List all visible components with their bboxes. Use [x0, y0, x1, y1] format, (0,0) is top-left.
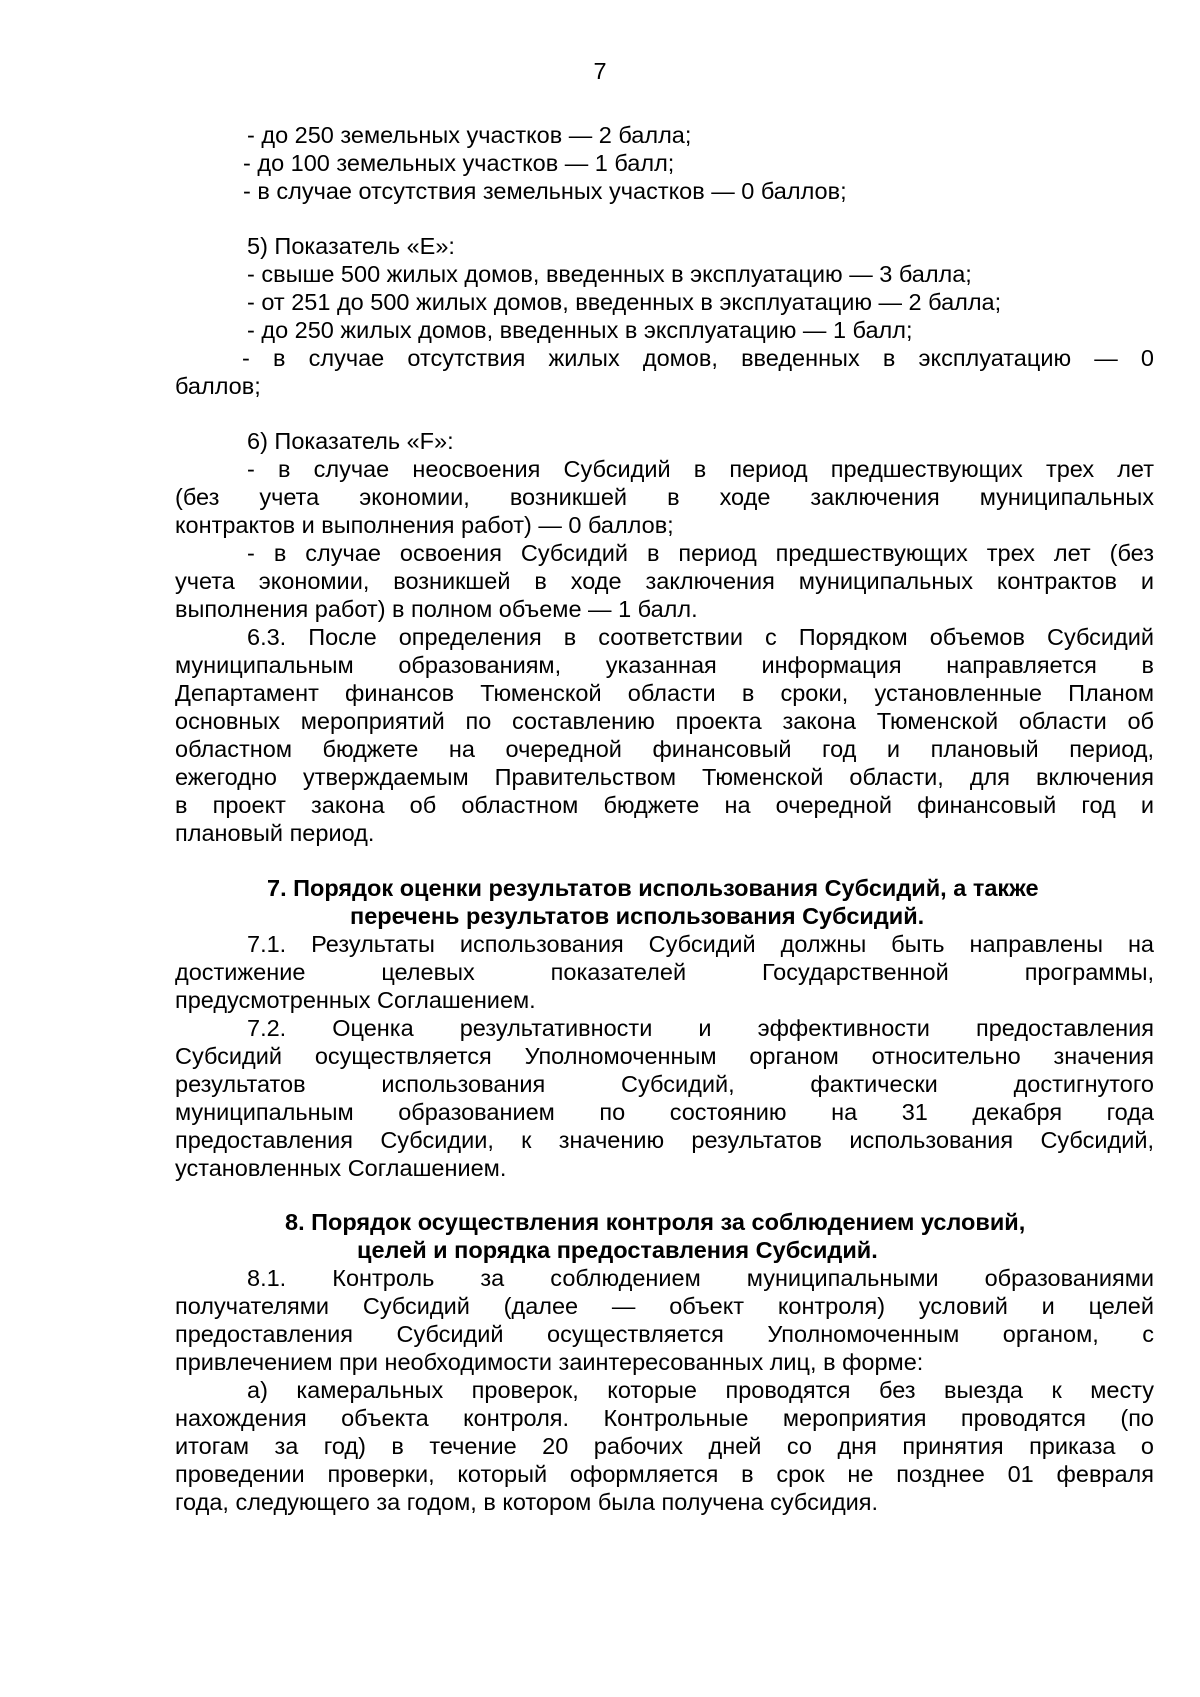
text-line: муниципальным образованием по состоянию на 31 декабря года — [175, 1099, 1154, 1125]
list-item: - в случае неосвоения Субсидий в период предшествующих трех лет — [247, 456, 1154, 482]
text-line: областном бюджете на очередной финансовый год и плановый период, — [175, 736, 1154, 762]
list-item: - в случае отсутствия жилых домов, введенных в эксплуатацию — 0 — [242, 345, 1154, 371]
text-line: выполнения работ) в полном объеме — 1 балл. — [175, 596, 698, 622]
text-line: результатов использования Субсидий, фактически достигнутого — [175, 1071, 1154, 1097]
text-line: (без учета экономии, возникшей в ходе заключения муниципальных — [175, 484, 1154, 510]
paragraph-line: 7.2. Оценка результативности и эффективности предоставления — [247, 1015, 1154, 1041]
text-line: основных мероприятий по составлению проекта закона Тюменской области об — [175, 708, 1154, 734]
text-line: предусмотренных Соглашением. — [175, 987, 536, 1013]
text-line: привлечением при необходимости заинтересованных лиц, в форме: — [175, 1349, 924, 1375]
list-item: - свыше 500 жилых домов, введенных в эксплуатацию — 3 балла; — [247, 261, 972, 287]
text-line: баллов; — [175, 373, 261, 399]
list-heading: 6) Показатель «F»: — [247, 428, 454, 454]
list-item: - в случае освоения Субсидий в период предшествующих трех лет (без — [247, 540, 1154, 566]
text-line: итогам за год) в течение 20 рабочих дней со дня принятия приказа о — [175, 1433, 1154, 1459]
text-line: муниципальным образованиям, указанная информация направляется в — [175, 652, 1154, 678]
text-line: предоставления Субсидий осуществляется Уполномоченным органом, с — [175, 1321, 1154, 1347]
text-line: года, следующего за годом, в котором была получена субсидия. — [175, 1489, 879, 1515]
text-line: достижение целевых показателей Государственной программы, — [175, 959, 1154, 985]
paragraph-line: а) камеральных проверок, которые проводятся без выезда к месту — [247, 1377, 1154, 1403]
text-line: Субсидий осуществляется Уполномоченным органом относительно значения — [175, 1043, 1154, 1069]
list-item: - в случае отсутствия земельных участков — 0 баллов; — [243, 178, 847, 204]
section-heading: перечень результатов использования Субсидий. — [350, 903, 925, 929]
text-line: предоставления Субсидии, к значению результатов использования Субсидий, — [175, 1127, 1154, 1153]
text-line: проведении проверки, который оформляется в срок не позднее 01 февраля — [175, 1461, 1154, 1487]
list-item: - до 250 земельных участков — 2 балла; — [247, 122, 692, 148]
text-line: Департамент финансов Тюменской области в сроки, установленные Планом — [175, 680, 1154, 706]
list-item: - от 251 до 500 жилых домов, введенных в эксплуатацию — 2 балла; — [247, 289, 1002, 315]
list-heading: 5) Показатель «E»: — [247, 233, 455, 259]
list-item: - до 250 жилых домов, введенных в эксплуатацию — 1 балл; — [247, 317, 913, 343]
text-line: нахождения объекта контроля. Контрольные мероприятия проводятся (по — [175, 1405, 1154, 1431]
text-line: установленных Соглашением. — [175, 1155, 507, 1181]
text-line: в проект закона об областном бюджете на очередной финансовый год и — [175, 792, 1154, 818]
paragraph-line: 6.3. После определения в соответствии с Порядком объемов Субсидий — [247, 624, 1154, 650]
section-heading: целей и порядка предоставления Субсидий. — [357, 1237, 878, 1263]
section-heading: 8. Порядок осуществления контроля за соблюдением условий, — [285, 1209, 1026, 1235]
page-number: 7 — [593, 58, 607, 84]
text-line: плановый период. — [175, 820, 375, 846]
section-heading: 7. Порядок оценки результатов использования Субсидий, а также — [267, 875, 1039, 901]
text-line: контрактов и выполнения работ) — 0 баллов; — [175, 512, 674, 538]
text-line: ежегодно утверждаемым Правительством Тюменской области, для включения — [175, 764, 1154, 790]
text-line: учета экономии, возникшей в ходе заключения муниципальных контрактов и — [175, 568, 1154, 594]
paragraph-line: 7.1. Результаты использования Субсидий должны быть направлены на — [247, 931, 1154, 957]
text-line: получателями Субсидий (далее — объект контроля) условий и целей — [175, 1293, 1154, 1319]
paragraph-line: 8.1. Контроль за соблюдением муниципальными образованиями — [247, 1265, 1154, 1291]
list-item: - до 100 земельных участков — 1 балл; — [243, 150, 675, 176]
